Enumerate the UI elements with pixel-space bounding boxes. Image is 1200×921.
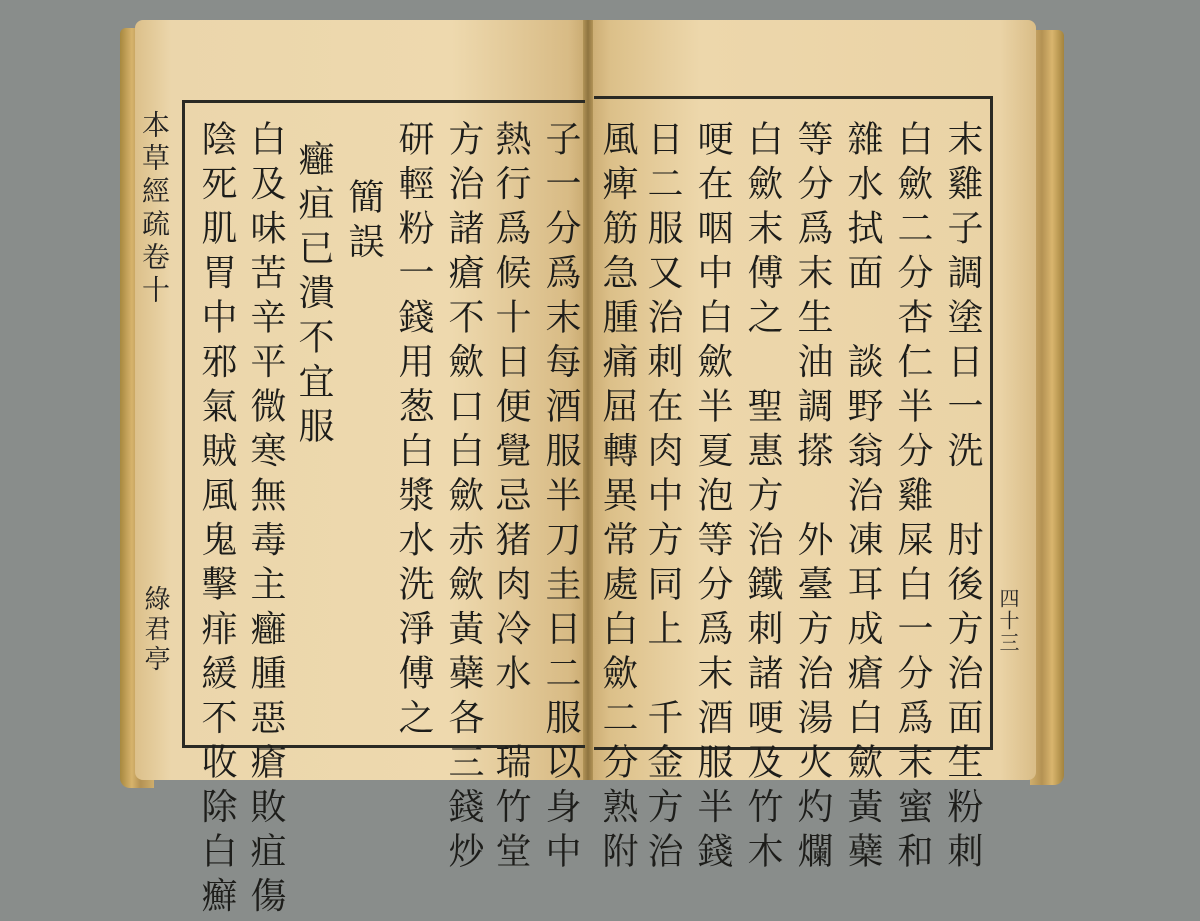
right-text-column: 白歛末傅之 聖惠方治鐵刺諸哽及竹木 — [742, 120, 783, 877]
right-text-column: 雜水拭面 談野翁治凍耳成瘡白歛黃蘗 — [842, 120, 883, 877]
left-text-column: 研輕粉一錢用葱白漿水洗淨傅之 — [393, 120, 434, 743]
section-heading: 簡誤 — [343, 178, 384, 267]
left-text-column: 熱行爲候十日便覺忌猪肉冷水 瑞竹堂 — [490, 120, 531, 877]
left-text-column: 癰疽已潰不宜服 — [293, 140, 334, 452]
entry-heading-column: 白及味苦辛平微寒無毒主癰腫惡瘡敗疽傷 — [245, 120, 286, 921]
right-text-column: 等分爲末生油調搽 外臺方治湯火灼爛 — [792, 120, 833, 877]
right-text-column: 末雞子調塗日一洗 肘後方治面生粉刺 — [942, 120, 983, 877]
page-number: 四十三 — [996, 588, 1020, 654]
right-text-column: 白歛二分杏仁半分雞屎白一分爲末蜜和 — [892, 120, 933, 877]
publisher-margin: 綠君亭 — [140, 585, 170, 675]
left-text-column: 陰死肌胃中邪氣賊風鬼擊痱緩不收除白癬 — [196, 120, 237, 921]
left-text-column: 方治諸瘡不歛口白歛赤歛黃蘗各三錢炒 — [443, 120, 484, 877]
book-title-margin: 本草經疏卷十 — [138, 110, 171, 308]
right-text-column: 風痺筋急腫痛屈轉異常處白歛二分熟附 — [597, 120, 638, 877]
right-text-column: 哽在咽中白歛半夏泡等分爲末酒服半錢 — [692, 120, 733, 877]
left-text-column: 子一分爲末每酒服半刀圭日二服以身中 — [540, 120, 581, 877]
right-text-column: 日二服又治刺在肉中方同上 千金方治 — [642, 120, 683, 877]
